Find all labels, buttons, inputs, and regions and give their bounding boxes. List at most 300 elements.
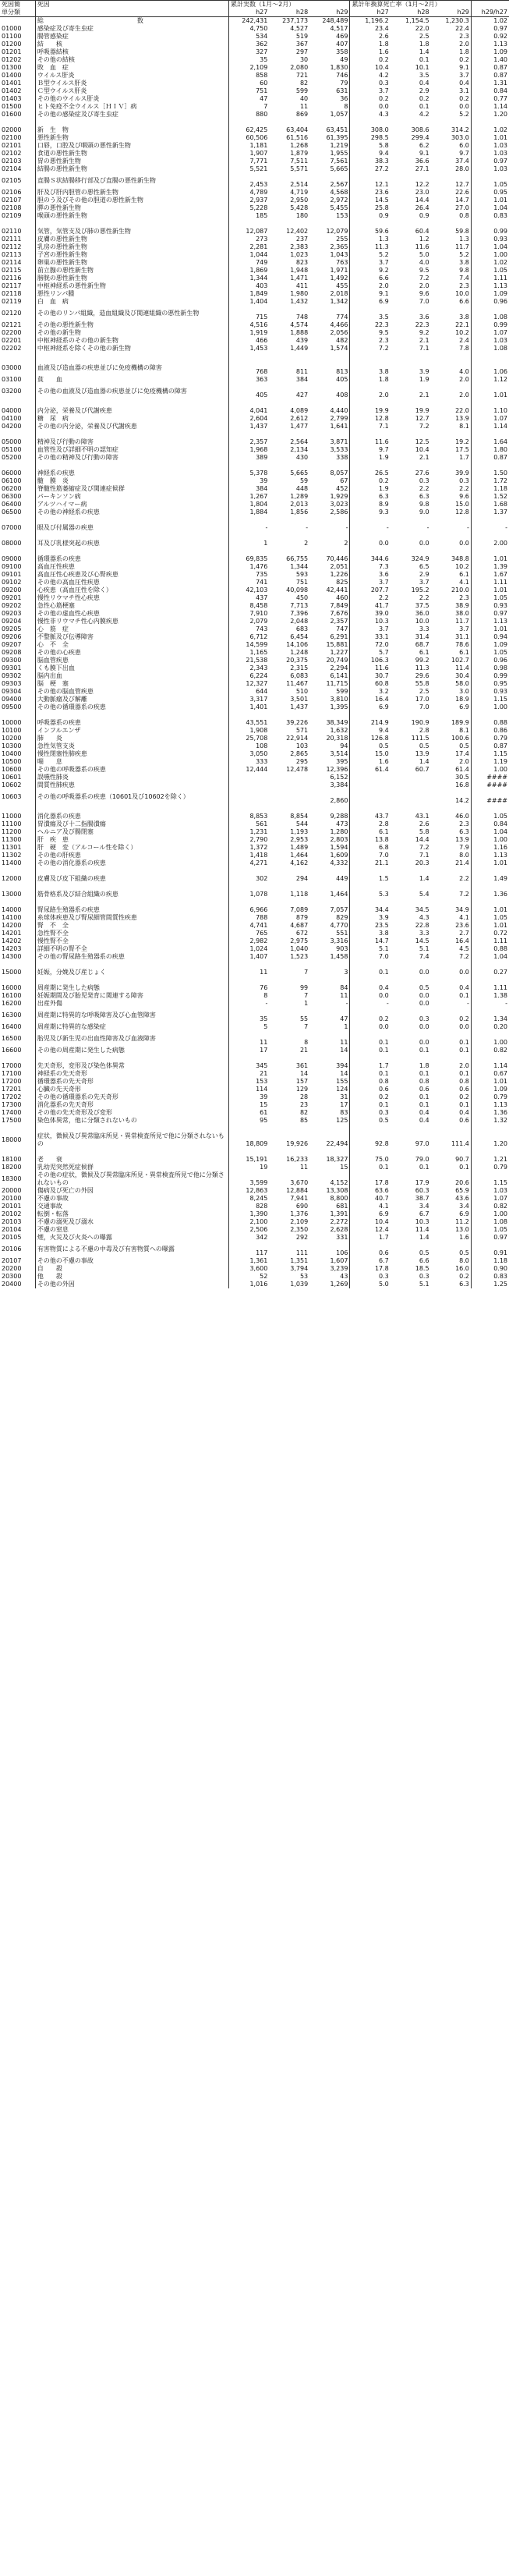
row-count: 1,489 <box>290 844 309 851</box>
table-row <box>0 859 509 867</box>
row-count: 7,910 <box>249 610 268 617</box>
table-row <box>0 540 509 547</box>
row-ratio: 0.87 <box>493 454 507 461</box>
table-row <box>0 1109 509 1117</box>
row-code: 02118 <box>0 290 35 298</box>
row-code: 09207 <box>0 641 35 649</box>
row-count: 4,789 <box>249 189 268 196</box>
row-ratio: 1.32 <box>493 1117 507 1124</box>
row-rate: 100.6 <box>431 735 472 742</box>
table-row <box>0 1093 509 1101</box>
row-count: 14 <box>299 1070 309 1077</box>
row-rate: 0.6 <box>431 1086 472 1093</box>
row-name: その他の呼吸器系の疾患（10601及び10602を除く） <box>35 789 228 805</box>
row-count: 1,574 <box>309 345 350 353</box>
row-ratio: 1.11 <box>493 275 507 282</box>
row-count: 1,453 <box>249 345 268 352</box>
table-row <box>0 766 509 774</box>
row-count: 6,291 <box>309 633 350 641</box>
table-row <box>0 189 509 197</box>
row-count: 8,853 <box>249 813 268 820</box>
table-row <box>0 158 509 165</box>
row-name: 心 不 全 <box>35 641 228 649</box>
spacer-row <box>0 883 509 891</box>
row-code: 14300 <box>0 953 35 961</box>
row-rate: 0.1 <box>431 1047 472 1054</box>
table-row <box>0 633 509 641</box>
row-name: 先天奇形，変形及び染色体異常 <box>35 1062 228 1070</box>
row-count: 672 <box>295 930 309 937</box>
row-count: 631 <box>309 87 350 95</box>
row-rate: 40.7 <box>374 1195 389 1202</box>
row-rate: 37.4 <box>431 158 472 165</box>
row-code: 09303 <box>0 680 35 688</box>
row-count: 6,083 <box>290 672 309 679</box>
table-row <box>0 384 509 399</box>
row-rate: 0.1 <box>419 1070 429 1077</box>
row-count: 95 <box>260 1117 268 1124</box>
row-count: 2,343 <box>249 664 268 671</box>
row-count: 599 <box>295 87 309 94</box>
row-rate: 6.1 <box>431 571 472 579</box>
row-rate: 92.8 <box>374 1140 389 1147</box>
row-count: 7,771 <box>249 158 268 165</box>
row-rate: 0.1 <box>379 1101 389 1108</box>
row-count: 5,228 <box>249 204 268 211</box>
row-count: 76 <box>260 984 268 991</box>
row-ratio: 1.13 <box>493 852 507 859</box>
row-count: - <box>309 1000 350 1008</box>
row-count: 1,869 <box>249 267 268 274</box>
row-count: 294 <box>295 875 309 882</box>
row-rate: 11.2 <box>431 1218 472 1226</box>
row-code: 16000 <box>0 984 35 992</box>
row-rate: 344.6 <box>370 555 389 562</box>
row-count: 880 <box>256 111 268 118</box>
row-name: 悪性新生物 <box>35 134 228 142</box>
row-ratio: 1.00 <box>493 1210 507 1217</box>
row-rate: 99.2 <box>415 657 429 664</box>
row-count: 644 <box>256 688 268 695</box>
row-rate: 4.3 <box>419 914 429 921</box>
row-rate: 0.2 <box>379 1093 389 1100</box>
row-rate: 0.2 <box>431 1093 472 1101</box>
row-count: 4,152 <box>309 1171 350 1187</box>
row-rate: 0.0 <box>431 540 472 547</box>
row-rate: 31.1 <box>431 633 472 641</box>
row-name: 内分泌，栄養及び代謝疾患 <box>35 407 228 415</box>
row-count: 1,432 <box>290 298 309 305</box>
row-rate: 11.6 <box>374 664 389 671</box>
row-ratio: 1.38 <box>493 992 507 999</box>
row-rate: 7.2 <box>431 953 472 961</box>
row-rate: 2.6 <box>419 820 429 827</box>
row-count: 11 <box>299 1164 309 1171</box>
row-code: 10600 <box>0 766 35 774</box>
row-rate: 0.2 <box>379 477 389 484</box>
row-name: 脳血管疾患 <box>35 657 228 664</box>
row-count: 47 <box>260 95 268 102</box>
row-count: 8 <box>309 103 350 111</box>
row-code: 09101 <box>0 571 35 579</box>
row-rate: 58.0 <box>431 680 472 688</box>
spacer-row <box>0 1148 509 1156</box>
row-count: 4,041 <box>249 407 268 414</box>
row-rate: 3.6 <box>379 571 389 578</box>
row-ratio: 1.67 <box>493 571 507 578</box>
row-count: 2,056 <box>309 329 350 337</box>
row-rate: 11.7 <box>431 243 472 251</box>
row-count: 405 <box>309 376 350 384</box>
row-name: 肝及び肝内胆管の悪性新生物 <box>35 189 228 197</box>
row-rate: 3.9 <box>379 914 389 921</box>
table-row <box>0 423 509 431</box>
row-code: 16100 <box>0 992 35 1000</box>
row-rate: 0.1 <box>431 1070 472 1078</box>
row-code: 04000 <box>0 407 35 415</box>
row-code: 06500 <box>0 508 35 516</box>
row-count: 7,057 <box>309 906 350 914</box>
row-count: 2,628 <box>309 1226 350 1234</box>
row-code: 09206 <box>0 633 35 641</box>
table-row <box>0 844 509 852</box>
row-count: 1,404 <box>249 298 268 305</box>
table-row <box>0 165 509 173</box>
row-code: 02202 <box>0 345 35 353</box>
table-row <box>0 625 509 633</box>
row-count: 1,165 <box>249 649 268 656</box>
row-code: 02107 <box>0 197 35 204</box>
row-rate: 106.3 <box>370 657 389 664</box>
row-count: 1,376 <box>290 1210 309 1217</box>
row-code: 02110 <box>0 228 35 236</box>
row-count: 7 <box>304 1023 309 1030</box>
row-name: 胆のう及びその他の胆道の悪性新生物 <box>35 197 228 204</box>
row-rate: 34.5 <box>415 906 429 913</box>
row-count: 437 <box>256 594 268 601</box>
row-code: 02108 <box>0 204 35 212</box>
row-rate: 3.8 <box>379 368 389 375</box>
row-count: 7,089 <box>290 906 309 913</box>
row-rate: 348.8 <box>431 555 472 563</box>
row-code: 11302 <box>0 852 35 859</box>
row-ratio: 0.82 <box>493 1203 507 1210</box>
row-name: 症状，徴候及び異常臨床所見・異常検査所見で他に分類されないもの <box>35 1132 228 1148</box>
table-row <box>0 1062 509 1070</box>
row-code: 14000 <box>0 906 35 914</box>
header-year-2: h29 <box>309 9 350 17</box>
row-rate: 0.2 <box>431 1273 472 1281</box>
row-ratio: - <box>505 1000 507 1007</box>
row-ratio: 0.93 <box>493 236 507 243</box>
row-rate: 3.7 <box>379 625 389 632</box>
row-ratio: 0.97 <box>493 610 507 617</box>
row-code: 13000 <box>0 891 35 898</box>
row-rate: 210.0 <box>431 586 472 594</box>
row-rate: 0.4 <box>431 80 472 87</box>
row-ratio: 1.72 <box>493 477 507 484</box>
row-rate: 3.5 <box>379 314 389 321</box>
row-rate: 0.4 <box>379 984 389 991</box>
row-name: 筋骨格系及び結合組織の疾患 <box>35 891 228 898</box>
row-count: 3,599 <box>249 1179 268 1186</box>
row-name: 膀胱の悪性新生物 <box>35 275 228 282</box>
row-ratio: 1.18 <box>493 485 507 492</box>
row-rate: 303.0 <box>431 134 472 142</box>
row-count: 117 <box>256 1249 268 1256</box>
row-count: 8 <box>304 1039 309 1046</box>
row-name: 消化器系の疾患 <box>35 813 228 820</box>
row-code: 04200 <box>0 423 35 431</box>
row-ratio: 0.27 <box>493 969 507 976</box>
row-rate: 5.1 <box>419 1281 429 1288</box>
row-count: 4,516 <box>249 321 268 328</box>
row-rate: 9.7 <box>379 446 389 453</box>
row-count: 63,451 <box>309 126 350 134</box>
row-name: その他の周産期に発生した病態 <box>35 1047 228 1054</box>
row-rate: 10.4 <box>374 1218 389 1225</box>
row-rate: 0.0 <box>379 540 389 547</box>
row-code: 02112 <box>0 243 35 251</box>
row-rate: 9.5 <box>419 267 429 274</box>
row-count: 519 <box>295 33 309 40</box>
row-rate: 7.0 <box>379 852 389 859</box>
table-row <box>0 1281 509 1288</box>
row-code: 02104 <box>0 165 35 173</box>
row-count: 2,109 <box>249 64 268 71</box>
row-count: 1,016 <box>249 1281 268 1288</box>
table-row <box>0 446 509 454</box>
row-ratio: 1.15 <box>493 750 507 757</box>
table-row <box>0 618 509 625</box>
row-rate: 11.7 <box>431 618 472 625</box>
header-name-spacer <box>35 9 228 17</box>
row-name: 転倒・転落 <box>35 1210 228 1218</box>
row-rate: 2.9 <box>419 87 429 94</box>
row-count: 3,670 <box>290 1179 309 1186</box>
row-count: 510 <box>295 688 309 695</box>
row-name: 神経系の先天奇形 <box>35 1070 228 1078</box>
row-rate: 0.4 <box>419 1109 429 1116</box>
row-code: 09203 <box>0 610 35 618</box>
row-rate: 0.5 <box>379 1117 389 1124</box>
row-count: 1,024 <box>249 945 268 952</box>
row-ratio: 0.67 <box>493 1070 507 1077</box>
row-rate: 195.2 <box>411 586 429 594</box>
row-name: 腸管感染症 <box>35 33 228 41</box>
table-row <box>0 243 509 251</box>
row-ratio: 0.95 <box>493 680 507 687</box>
row-count: 1,040 <box>290 945 309 952</box>
row-rate: 5.2 <box>379 251 389 258</box>
spacer-row <box>0 1125 509 1132</box>
row-rate: 21.1 <box>374 859 389 866</box>
row-rate: 14.5 <box>415 937 429 944</box>
row-rate: 1.4 <box>419 1234 429 1241</box>
row-count: 345 <box>256 1062 268 1069</box>
row-count: 2,950 <box>290 197 309 204</box>
row-rate: 0.0 <box>431 103 472 111</box>
row-count: 394 <box>309 1062 350 1070</box>
table-row <box>0 493 509 501</box>
row-name: 周産期に特異的な呼吸障害及び心血管障害 <box>35 1008 228 1023</box>
row-count: 469 <box>309 33 350 41</box>
row-name: 呼吸器結核 <box>35 48 228 56</box>
row-rate: 72.0 <box>374 641 389 648</box>
row-ratio: 1.09 <box>493 641 507 648</box>
row-name: 糖 尿 病 <box>35 415 228 423</box>
row-rate: 0.4 <box>431 1109 472 1117</box>
row-rate: 190.9 <box>411 719 429 726</box>
row-rate: 9.1 <box>419 150 429 157</box>
row-code: 02200 <box>0 329 35 337</box>
row-name: 詳細不明の腎不全 <box>35 945 228 953</box>
row-count: 14 <box>309 1047 350 1054</box>
row-rate: 7.3 <box>379 563 389 570</box>
row-count: 439 <box>295 337 309 344</box>
row-count: 59 <box>299 477 309 484</box>
row-count: 7,713 <box>290 602 309 609</box>
row-count: 3,514 <box>309 750 350 758</box>
row-rate: 8.0 <box>431 1257 472 1265</box>
row-rate: 2.0 <box>379 282 389 289</box>
row-code: 09200 <box>0 586 35 594</box>
table-row <box>0 906 509 914</box>
table-row <box>0 508 509 516</box>
row-rate: 2.4 <box>431 337 472 345</box>
row-rate: 6.1 <box>431 649 472 657</box>
table-row <box>0 657 509 664</box>
row-count: 768 <box>256 368 268 375</box>
row-code: 10602 <box>0 781 35 789</box>
row-name: 自 殺 <box>35 1265 228 1273</box>
row-count: 13,308 <box>309 1187 350 1195</box>
row-code: 17000 <box>0 1062 35 1070</box>
row-count: 11 <box>309 992 350 1000</box>
row-rate: 14.4 <box>415 836 429 843</box>
row-name: パーキンソン病 <box>35 493 228 501</box>
row-code: 02103 <box>0 158 35 165</box>
row-rate: 3.7 <box>379 579 389 586</box>
spacer-row <box>0 462 509 469</box>
row-ratio: 0.99 <box>493 672 507 679</box>
row-code: 18200 <box>0 1164 35 1171</box>
row-count: 3,316 <box>309 937 350 945</box>
table-row <box>0 703 509 711</box>
row-count: 292 <box>295 1234 309 1241</box>
row-count: 4,332 <box>309 859 350 867</box>
row-count: 5 <box>263 1023 268 1030</box>
row-count: 39,226 <box>286 719 309 726</box>
row-rate: 0.6 <box>379 1086 389 1093</box>
row-count: 12,087 <box>246 228 268 235</box>
row-rate: 22.1 <box>431 321 472 329</box>
row-count: 60 <box>260 80 268 87</box>
row-count: 157 <box>295 1078 309 1085</box>
table-row <box>0 922 509 930</box>
row-count: 1,226 <box>309 571 350 579</box>
table-row <box>0 407 509 415</box>
row-name: 肝 疾 患 <box>35 836 228 844</box>
row-ratio: 0.90 <box>493 1265 507 1272</box>
row-count: 551 <box>309 930 350 937</box>
row-count: 180 <box>295 212 309 219</box>
spacer-row <box>0 431 509 438</box>
row-name: Ｃ型ウイルス肝炎 <box>35 87 228 95</box>
row-name: 循環器系の先天奇形 <box>35 1078 228 1086</box>
row-count: 751 <box>256 87 268 94</box>
row-rate: 97.0 <box>415 1140 429 1147</box>
row-count: 1,344 <box>249 275 268 282</box>
row-name: その他の循環器系の先天奇形 <box>35 1093 228 1101</box>
row-count: 36 <box>309 95 350 103</box>
row-rate: 0.1 <box>431 992 472 1000</box>
table-row <box>0 95 509 103</box>
row-rate: 7.0 <box>419 298 429 305</box>
row-count: 5,665 <box>290 469 309 477</box>
row-count: 40,098 <box>286 586 309 594</box>
row-rate: 7.8 <box>431 345 472 353</box>
row-rate: 19.9 <box>374 407 389 414</box>
row-ratio: 0.83 <box>493 212 507 219</box>
row-count: 7 <box>263 103 268 110</box>
row-rate: 1,230.3 <box>431 17 472 26</box>
row-rate: 6.8 <box>379 844 389 851</box>
row-count: 1,632 <box>309 727 350 735</box>
table-row <box>0 563 509 571</box>
row-rate: 0.5 <box>419 1249 429 1256</box>
table-row <box>0 953 509 961</box>
row-rate: 0.2 <box>379 56 389 63</box>
row-rate: 4.1 <box>379 1203 389 1210</box>
row-name: 出産外傷 <box>35 1000 228 1008</box>
row-count: 1,980 <box>290 290 309 297</box>
row-count: 1,342 <box>309 298 350 306</box>
row-count: 358 <box>309 48 350 56</box>
row-ratio: 1.03 <box>493 1187 507 1194</box>
row-count <box>269 789 309 805</box>
row-count: 20,375 <box>286 657 309 664</box>
row-code: 04100 <box>0 415 35 423</box>
row-count: 384 <box>256 485 268 492</box>
row-count: 482 <box>309 337 350 345</box>
row-rate: 0.8 <box>419 1078 429 1085</box>
row-count: 1,849 <box>249 290 268 297</box>
table-row <box>0 586 509 594</box>
table-row <box>0 290 509 298</box>
row-rate: 0.0 <box>379 103 389 110</box>
row-rate: 0.1 <box>379 1039 389 1046</box>
row-code: 02106 <box>0 189 35 197</box>
row-ratio: 1.13 <box>493 41 507 48</box>
row-rate: 7.1 <box>419 852 429 859</box>
row-ratio: 0.98 <box>493 664 507 671</box>
row-code: 17201 <box>0 1086 35 1093</box>
row-rate: 0.6 <box>419 1086 429 1093</box>
row-ratio: 1.01 <box>493 1078 507 1085</box>
row-code: 01200 <box>0 41 35 48</box>
row-name: その他の脳血管疾患 <box>35 688 228 696</box>
row-code: 12000 <box>0 875 35 883</box>
row-code: 09302 <box>0 672 35 680</box>
row-name: 心 筋 症 <box>35 625 228 633</box>
row-ratio: 1.64 <box>493 438 507 445</box>
table-row <box>0 571 509 579</box>
row-count: 4,741 <box>249 922 268 929</box>
row-ratio: 1.20 <box>493 1140 507 1147</box>
row-code: 17400 <box>0 1109 35 1117</box>
row-rate: 38.9 <box>431 602 472 610</box>
